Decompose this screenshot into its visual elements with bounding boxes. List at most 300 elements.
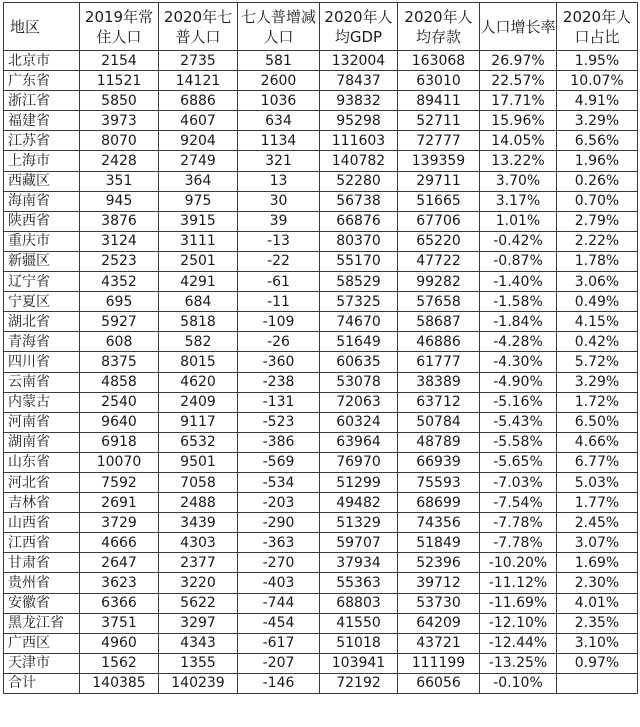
- table-cell: 8015: [159, 352, 238, 372]
- table-cell: 17.71%: [480, 91, 557, 111]
- table-cell: -7.03%: [480, 472, 557, 492]
- total-row: [4, 673, 638, 693]
- table-cell: 582: [159, 332, 238, 352]
- table-cell: 72063: [320, 392, 398, 412]
- region-cell: 重庆市: [4, 231, 80, 251]
- table-cell: 0.42%: [557, 332, 638, 352]
- table-cell: 5.72%: [557, 352, 638, 372]
- table-cell: 89411: [398, 91, 480, 111]
- table-cell: 14.05%: [480, 131, 557, 151]
- table-cell: 4343: [159, 633, 238, 653]
- table-cell: 0.49%: [557, 292, 638, 312]
- table-cell: 2735: [159, 51, 238, 71]
- table-cell: 8070: [80, 131, 159, 151]
- table-cell: -5.58%: [480, 432, 557, 452]
- table-cell: 2523: [80, 251, 159, 271]
- table-cell: 608: [80, 332, 159, 352]
- region-cell: 广西区: [4, 633, 80, 653]
- table-cell: 9204: [159, 131, 238, 151]
- table-cell: -61: [238, 272, 320, 292]
- table-cell: 140385: [80, 673, 159, 693]
- table-cell: -5.65%: [480, 452, 557, 472]
- table-cell: -22: [238, 251, 320, 271]
- table-cell: 11521: [80, 71, 159, 91]
- table-cell: 5927: [80, 312, 159, 332]
- table-cell: 3.70%: [480, 171, 557, 191]
- table-row: [4, 312, 638, 332]
- column-header: 地区: [4, 3, 80, 51]
- table-cell: 72777: [398, 131, 480, 151]
- table-cell: 93832: [320, 91, 398, 111]
- table-cell: 140782: [320, 151, 398, 171]
- table-cell: 2.30%: [557, 573, 638, 593]
- table-cell: 51299: [320, 472, 398, 492]
- table-cell: 43721: [398, 633, 480, 653]
- table-row: [4, 553, 638, 573]
- table-row: [4, 533, 638, 553]
- region-cell: 湖南省: [4, 432, 80, 452]
- column-header: 人口增长率: [480, 3, 557, 51]
- table-cell: -744: [238, 593, 320, 613]
- table-cell: -131: [238, 392, 320, 412]
- table-cell: -386: [238, 432, 320, 452]
- table-row: [4, 292, 638, 312]
- table-cell: 15.96%: [480, 111, 557, 131]
- table-cell: -203: [238, 493, 320, 513]
- table-cell: 80370: [320, 231, 398, 251]
- table-cell: 50784: [398, 412, 480, 432]
- table-cell: 2.45%: [557, 513, 638, 533]
- table-cell: 3439: [159, 513, 238, 533]
- table-cell: 30: [238, 191, 320, 211]
- table-cell: 4.15%: [557, 312, 638, 332]
- table-cell: 3.29%: [557, 372, 638, 392]
- table-cell: 3.07%: [557, 533, 638, 553]
- table-row: [4, 653, 638, 673]
- table-cell: 9117: [159, 412, 238, 432]
- table-cell: 3.17%: [480, 191, 557, 211]
- population-table: [3, 2, 638, 694]
- region-cell: 黑龙江省: [4, 613, 80, 633]
- table-cell: 7058: [159, 472, 238, 492]
- table-row: [4, 513, 638, 533]
- table-cell: 52280: [320, 171, 398, 191]
- table-row: [4, 472, 638, 492]
- region-cell: 安徽省: [4, 593, 80, 613]
- table-cell: 63712: [398, 392, 480, 412]
- region-cell: 江西省: [4, 533, 80, 553]
- table-cell: 66939: [398, 452, 480, 472]
- table-cell: 4666: [80, 533, 159, 553]
- table-row: [4, 231, 638, 251]
- table-cell: 6918: [80, 432, 159, 452]
- table-cell: 47722: [398, 251, 480, 271]
- table-cell: -146: [238, 673, 320, 693]
- table-cell: 9640: [80, 412, 159, 432]
- table-cell: 1.69%: [557, 553, 638, 573]
- table-cell: 2.22%: [557, 231, 638, 251]
- table-cell: 2749: [159, 151, 238, 171]
- table-cell: 68803: [320, 593, 398, 613]
- column-header: 2020年人均GDP: [320, 3, 398, 51]
- table-cell: 29711: [398, 171, 480, 191]
- region-cell: 四川省: [4, 352, 80, 372]
- table-cell: 3623: [80, 573, 159, 593]
- table-cell: 5850: [80, 91, 159, 111]
- table-cell: -10.20%: [480, 553, 557, 573]
- table-row: [4, 131, 638, 151]
- region-cell: 合计: [4, 673, 80, 693]
- table-cell: 10070: [80, 452, 159, 472]
- region-cell: 河南省: [4, 412, 80, 432]
- column-header: 2020年人均存款: [398, 3, 480, 51]
- table-cell: 1355: [159, 653, 238, 673]
- region-cell: 辽宁省: [4, 272, 80, 292]
- table-cell: 38389: [398, 372, 480, 392]
- table-cell: 2.79%: [557, 211, 638, 231]
- table-cell: 6886: [159, 91, 238, 111]
- table-cell: -109: [238, 312, 320, 332]
- table-cell: -4.28%: [480, 332, 557, 352]
- table-cell: 74670: [320, 312, 398, 332]
- table-cell: 64209: [398, 613, 480, 633]
- table-cell: 51649: [320, 332, 398, 352]
- table-cell: 4303: [159, 533, 238, 553]
- region-cell: 内蒙古: [4, 392, 80, 412]
- table-cell: 1134: [238, 131, 320, 151]
- table-cell: 695: [80, 292, 159, 312]
- table-cell: -207: [238, 653, 320, 673]
- table-cell: 111199: [398, 653, 480, 673]
- table-row: [4, 633, 638, 653]
- table-cell: 63010: [398, 71, 480, 91]
- table-cell: -0.10%: [480, 673, 557, 693]
- table-cell: -617: [238, 633, 320, 653]
- table-cell: -5.16%: [480, 392, 557, 412]
- table-cell: -26: [238, 332, 320, 352]
- table-row: [4, 392, 638, 412]
- table-cell: 55170: [320, 251, 398, 271]
- table-cell: 0.97%: [557, 653, 638, 673]
- table-cell: 2154: [80, 51, 159, 71]
- table-cell: -12.44%: [480, 633, 557, 653]
- table-cell: 4.66%: [557, 432, 638, 452]
- table-cell: 7592: [80, 472, 159, 492]
- table-cell: 55363: [320, 573, 398, 593]
- table-cell: 2409: [159, 392, 238, 412]
- table-cell: 634: [238, 111, 320, 131]
- table-cell: [557, 673, 638, 693]
- table-cell: -7.54%: [480, 493, 557, 513]
- table-row: [4, 372, 638, 392]
- table-cell: 78437: [320, 71, 398, 91]
- table-cell: 364: [159, 171, 238, 191]
- table-cell: -0.42%: [480, 231, 557, 251]
- table-cell: 2691: [80, 493, 159, 513]
- table-cell: 1.01%: [480, 211, 557, 231]
- table-cell: 52396: [398, 553, 480, 573]
- table-row: [4, 171, 638, 191]
- table-cell: 14121: [159, 71, 238, 91]
- table-cell: 1.96%: [557, 151, 638, 171]
- table-cell: 351: [80, 171, 159, 191]
- table-cell: 0.70%: [557, 191, 638, 211]
- region-cell: 云南省: [4, 372, 80, 392]
- table-cell: 48789: [398, 432, 480, 452]
- table-cell: -11.12%: [480, 573, 557, 593]
- region-cell: 山西省: [4, 513, 80, 533]
- table-row: [4, 332, 638, 352]
- table-cell: 58687: [398, 312, 480, 332]
- table-cell: 57658: [398, 292, 480, 312]
- table-cell: -11: [238, 292, 320, 312]
- table-cell: 52711: [398, 111, 480, 131]
- region-cell: 福建省: [4, 111, 80, 131]
- table-cell: 66056: [398, 673, 480, 693]
- table-cell: 56738: [320, 191, 398, 211]
- table-row: [4, 51, 638, 71]
- table-cell: -270: [238, 553, 320, 573]
- table-row: [4, 151, 638, 171]
- table-cell: 945: [80, 191, 159, 211]
- column-header: 2020年人口占比: [557, 3, 638, 51]
- table-cell: 2501: [159, 251, 238, 271]
- table-cell: 3124: [80, 231, 159, 251]
- region-cell: 上海市: [4, 151, 80, 171]
- region-cell: 广东省: [4, 71, 80, 91]
- table-cell: 2377: [159, 553, 238, 573]
- table-row: [4, 493, 638, 513]
- table-cell: 4960: [80, 633, 159, 653]
- table-cell: 6366: [80, 593, 159, 613]
- region-cell: 天津市: [4, 653, 80, 673]
- table-cell: 4352: [80, 272, 159, 292]
- table-cell: -290: [238, 513, 320, 533]
- table-cell: 63964: [320, 432, 398, 452]
- table-cell: 5622: [159, 593, 238, 613]
- region-cell: 新疆区: [4, 251, 80, 271]
- table-cell: 46886: [398, 332, 480, 352]
- table-cell: -13: [238, 231, 320, 251]
- table-cell: -5.43%: [480, 412, 557, 432]
- table-cell: 60324: [320, 412, 398, 432]
- table-cell: 4607: [159, 111, 238, 131]
- table-cell: 581: [238, 51, 320, 71]
- region-cell: 海南省: [4, 191, 80, 211]
- table-row: [4, 412, 638, 432]
- table-cell: 3111: [159, 231, 238, 251]
- table-cell: -12.10%: [480, 613, 557, 633]
- table-cell: 58529: [320, 272, 398, 292]
- table-cell: 99282: [398, 272, 480, 292]
- table-cell: 132004: [320, 51, 398, 71]
- table-header: [4, 3, 638, 51]
- table-body: [4, 51, 638, 694]
- region-cell: 陕西省: [4, 211, 80, 231]
- table-cell: 163068: [398, 51, 480, 71]
- table-cell: 49482: [320, 493, 398, 513]
- table-cell: -4.30%: [480, 352, 557, 372]
- table-cell: 5818: [159, 312, 238, 332]
- table-cell: 103941: [320, 653, 398, 673]
- region-cell: 贵州省: [4, 573, 80, 593]
- table-cell: -454: [238, 613, 320, 633]
- table-cell: 4620: [159, 372, 238, 392]
- table-row: [4, 191, 638, 211]
- table-row: [4, 432, 638, 452]
- table-cell: 65220: [398, 231, 480, 251]
- table-cell: 66876: [320, 211, 398, 231]
- table-cell: 1.78%: [557, 251, 638, 271]
- table-cell: 1036: [238, 91, 320, 111]
- region-cell: 湖北省: [4, 312, 80, 332]
- table-cell: 2.35%: [557, 613, 638, 633]
- table-cell: 3751: [80, 613, 159, 633]
- table-cell: 2540: [80, 392, 159, 412]
- table-cell: 60635: [320, 352, 398, 372]
- table-cell: 1.72%: [557, 392, 638, 412]
- table-cell: 74356: [398, 513, 480, 533]
- table-cell: 4.91%: [557, 91, 638, 111]
- table-cell: 53730: [398, 593, 480, 613]
- population-table-container: [3, 2, 637, 724]
- table-cell: 75593: [398, 472, 480, 492]
- table-cell: 321: [238, 151, 320, 171]
- table-cell: -534: [238, 472, 320, 492]
- table-cell: 51849: [398, 533, 480, 553]
- region-cell: 西藏区: [4, 171, 80, 191]
- table-cell: 6.77%: [557, 452, 638, 472]
- table-cell: 3.06%: [557, 272, 638, 292]
- table-cell: 4858: [80, 372, 159, 392]
- table-cell: 13.22%: [480, 151, 557, 171]
- table-cell: 139359: [398, 151, 480, 171]
- table-cell: -1.40%: [480, 272, 557, 292]
- region-cell: 浙江省: [4, 91, 80, 111]
- table-cell: 68699: [398, 493, 480, 513]
- table-cell: 51665: [398, 191, 480, 211]
- table-cell: 111603: [320, 131, 398, 151]
- column-header: 2020年七普人口: [159, 3, 238, 51]
- table-cell: 59707: [320, 533, 398, 553]
- table-row: [4, 111, 638, 131]
- header-row: [4, 3, 638, 51]
- table-row: [4, 613, 638, 633]
- region-cell: 北京市: [4, 51, 80, 71]
- table-cell: -11.69%: [480, 593, 557, 613]
- table-cell: 6532: [159, 432, 238, 452]
- table-cell: 6.56%: [557, 131, 638, 151]
- table-cell: 39712: [398, 573, 480, 593]
- table-cell: 26.97%: [480, 51, 557, 71]
- table-cell: 2647: [80, 553, 159, 573]
- table-cell: 0.26%: [557, 171, 638, 191]
- table-cell: -363: [238, 533, 320, 553]
- table-cell: 9501: [159, 452, 238, 472]
- table-cell: 684: [159, 292, 238, 312]
- table-row: [4, 211, 638, 231]
- table-cell: 22.57%: [480, 71, 557, 91]
- table-cell: 39: [238, 211, 320, 231]
- table-cell: 1562: [80, 653, 159, 673]
- table-cell: 3876: [80, 211, 159, 231]
- table-cell: 3.29%: [557, 111, 638, 131]
- table-cell: -1.58%: [480, 292, 557, 312]
- region-cell: 山东省: [4, 452, 80, 472]
- table-cell: 3973: [80, 111, 159, 131]
- table-cell: 67706: [398, 211, 480, 231]
- table-cell: 975: [159, 191, 238, 211]
- table-cell: -0.87%: [480, 251, 557, 271]
- table-cell: 3220: [159, 573, 238, 593]
- table-cell: 5.03%: [557, 472, 638, 492]
- table-cell: 41550: [320, 613, 398, 633]
- table-cell: -7.78%: [480, 513, 557, 533]
- table-cell: 1.77%: [557, 493, 638, 513]
- table-cell: -523: [238, 412, 320, 432]
- table-row: [4, 573, 638, 593]
- table-row: [4, 251, 638, 271]
- region-cell: 青海省: [4, 332, 80, 352]
- table-cell: 6.50%: [557, 412, 638, 432]
- table-cell: 140239: [159, 673, 238, 693]
- table-cell: -360: [238, 352, 320, 372]
- table-cell: 61777: [398, 352, 480, 372]
- table-cell: -1.84%: [480, 312, 557, 332]
- table-cell: -4.90%: [480, 372, 557, 392]
- region-cell: 江苏省: [4, 131, 80, 151]
- table-cell: 8375: [80, 352, 159, 372]
- table-cell: 53078: [320, 372, 398, 392]
- table-cell: 37934: [320, 553, 398, 573]
- table-cell: 2488: [159, 493, 238, 513]
- table-cell: 4.01%: [557, 593, 638, 613]
- column-header: 2019年常住人口: [80, 3, 159, 51]
- table-cell: 57325: [320, 292, 398, 312]
- column-header: 七人普增减人口: [238, 3, 320, 51]
- table-row: [4, 272, 638, 292]
- table-cell: 3915: [159, 211, 238, 231]
- table-cell: -569: [238, 452, 320, 472]
- table-cell: 13: [238, 171, 320, 191]
- table-cell: 10.07%: [557, 71, 638, 91]
- table-cell: -13.25%: [480, 653, 557, 673]
- table-cell: 51329: [320, 513, 398, 533]
- table-cell: 2600: [238, 71, 320, 91]
- table-row: [4, 71, 638, 91]
- table-cell: 1.95%: [557, 51, 638, 71]
- table-cell: 51018: [320, 633, 398, 653]
- table-cell: 3.10%: [557, 633, 638, 653]
- table-cell: -7.78%: [480, 533, 557, 553]
- region-cell: 宁夏区: [4, 292, 80, 312]
- table-row: [4, 91, 638, 111]
- table-row: [4, 452, 638, 472]
- region-cell: 河北省: [4, 472, 80, 492]
- table-cell: 76970: [320, 452, 398, 472]
- table-cell: -403: [238, 573, 320, 593]
- table-row: [4, 352, 638, 372]
- table-cell: 3297: [159, 613, 238, 633]
- table-cell: 2428: [80, 151, 159, 171]
- region-cell: 吉林省: [4, 493, 80, 513]
- table-cell: -238: [238, 372, 320, 392]
- region-cell: 甘肃省: [4, 553, 80, 573]
- table-cell: 72192: [320, 673, 398, 693]
- table-cell: 4291: [159, 272, 238, 292]
- table-cell: 95298: [320, 111, 398, 131]
- table-cell: 3729: [80, 513, 159, 533]
